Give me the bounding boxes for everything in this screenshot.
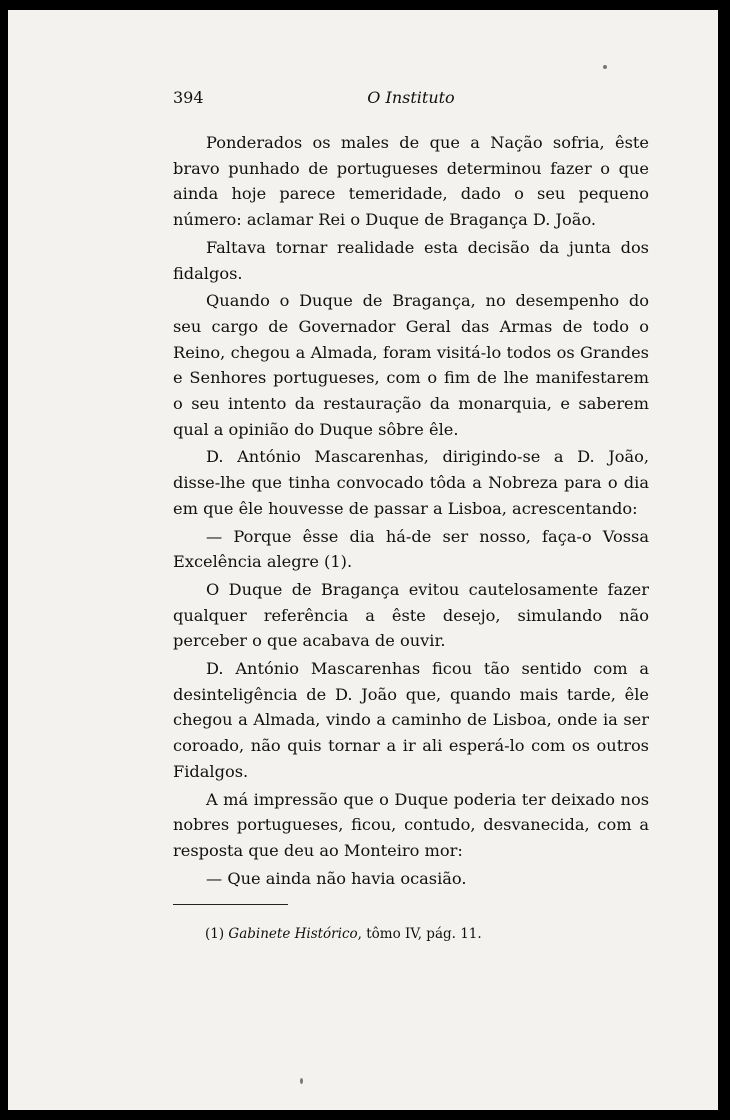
paragraph-2: Faltava tornar realidade esta decisão da junta dos fidalgos.: [173, 237, 649, 283]
paper-speck: [603, 65, 607, 69]
running-title: O Instituto: [367, 88, 455, 107]
paragraph-1: Ponderados os males de que a Nação sofria, êste bravo punhado de portugueses determinou fazer o que ainda hoje parece temeridade, dado o seu pequeno número: aclamar Rei o Duque de Bragança D. João.: [173, 133, 649, 230]
paragraph-7: D. António Mascarenhas ficou tão sentido com a desinteligência de D. João que, quando mais tarde, êle chegou a Almada, vindo a caminho de Lisboa, onde ia ser coroado, não quis tornar a ir ali esperá-lo com os outros Fidalgos.: [173, 659, 649, 781]
book-page: [8, 10, 718, 1110]
footnote-marker: (1): [205, 926, 225, 942]
paragraph-3: Quando o Duque de Bragança, no desempenho do seu cargo de Governador Geral das Armas de todo o Reino, chegou a Almada, foram visitá-lo todos os Grandes e Senhores portugueses, com o fim de lhe manifestarem o seu intento da restauração da monarquia, e saberem qual a opinião do Duque sôbre êle.: [173, 291, 649, 439]
footnote: [205, 926, 482, 942]
footnote-details: , tômo IV, pág. 11.: [357, 926, 482, 942]
body-text: [173, 130, 649, 893]
page-header: [173, 88, 649, 112]
paragraph-4: D. António Mascarenhas, dirigindo-se a D. João, disse-lhe que tinha convocado tôda a Nobreza para o dia em que êle houvesse de passar a Lisboa, acrescentando:: [173, 447, 649, 518]
paper-speck: [300, 1078, 303, 1084]
paragraph-6: O Duque de Bragança evitou cautelosamente fazer qualquer referência a êste desejo, simulando não perceber o que acabava de ouvir.: [173, 579, 649, 651]
footnote-rule: [173, 904, 288, 905]
footnote-source: Gabinete Histórico: [228, 926, 358, 942]
paragraph-8: A má impressão que o Duque poderia ter deixado nos nobres portugueses, ficou, contudo, desvanecida, com a resposta que deu ao Monteiro mor:: [173, 789, 649, 860]
paragraph-5: — Porque êsse dia há-de ser nosso, faça-o Vossa Excelência alegre (1).: [173, 526, 649, 572]
paragraph-9: — Que ainda não havia ocasião.: [206, 868, 467, 888]
page-number: 394: [173, 88, 204, 107]
